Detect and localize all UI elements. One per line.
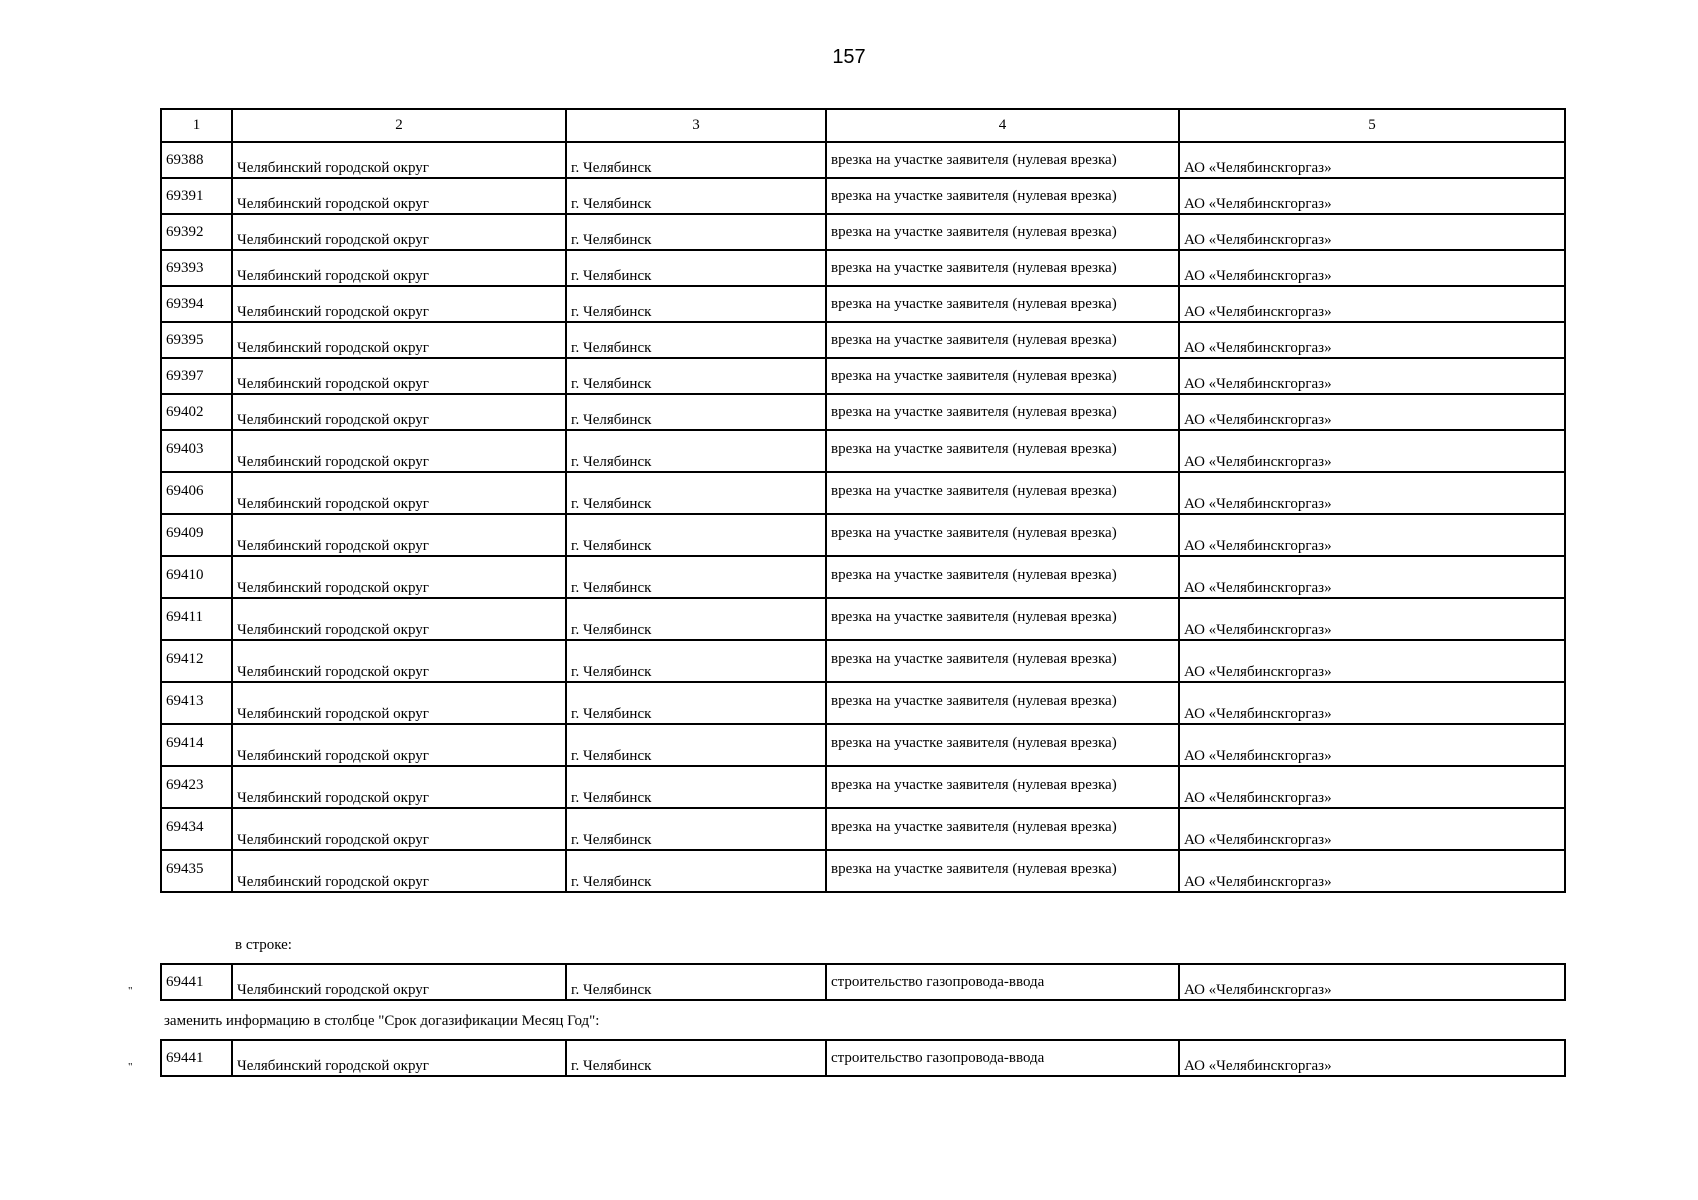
cell-district: Челябинский городской округ (232, 682, 566, 724)
table-row (161, 598, 1565, 640)
cell-locality: г. Челябинск (566, 682, 826, 724)
cell-district: Челябинский городской округ (232, 286, 566, 322)
cell-organization: АО «Челябинскгоргаз» (1179, 1040, 1565, 1076)
cell-id: 69441 (161, 964, 232, 1000)
cell-locality: г. Челябинск (566, 724, 826, 766)
cell-id: 69393 (161, 250, 232, 286)
cell-locality: г. Челябинск (566, 964, 826, 1000)
cell-organization: АО «Челябинскгоргаз» (1179, 250, 1565, 286)
cell-work-type: врезка на участке заявителя (нулевая врезка) (826, 514, 1179, 556)
cell-locality: г. Челябинск (566, 322, 826, 358)
note-replace: заменить информацию в столбце "Срок догазификации Месяц Год": (164, 1013, 600, 1029)
cell-work-type: врезка на участке заявителя (нулевая врезка) (826, 286, 1179, 322)
row-table-original (160, 963, 1566, 1001)
cell-organization: АО «Челябинскгоргаз» (1179, 640, 1565, 682)
cell-organization: АО «Челябинскгоргаз» (1179, 766, 1565, 808)
cell-locality: г. Челябинск (566, 286, 826, 322)
table-row (161, 556, 1565, 598)
cell-locality: г. Челябинск (566, 1040, 826, 1076)
cell-id: 69394 (161, 286, 232, 322)
cell-organization: АО «Челябинскгоргаз» (1179, 472, 1565, 514)
cell-district: Челябинский городской округ (232, 514, 566, 556)
table-row (161, 322, 1565, 358)
cell-organization: АО «Челябинскгоргаз» (1179, 178, 1565, 214)
table-row (161, 766, 1565, 808)
table-row (161, 808, 1565, 850)
cell-district: Челябинский городской округ (232, 178, 566, 214)
cell-work-type: врезка на участке заявителя (нулевая врезка) (826, 850, 1179, 892)
cell-work-type: врезка на участке заявителя (нулевая врезка) (826, 142, 1179, 178)
cell-id: 69392 (161, 214, 232, 250)
page-number: 157 (832, 46, 866, 68)
cell-organization: АО «Челябинскгоргаз» (1179, 394, 1565, 430)
cell-organization: АО «Челябинскгоргаз» (1179, 430, 1565, 472)
cell-locality: г. Челябинск (566, 514, 826, 556)
cell-work-type: врезка на участке заявителя (нулевая врезка) (826, 430, 1179, 472)
cell-locality: г. Челябинск (566, 766, 826, 808)
cell-organization: АО «Челябинскгоргаз» (1179, 358, 1565, 394)
cell-locality: г. Челябинск (566, 556, 826, 598)
cell-district: Челябинский городской округ (232, 322, 566, 358)
cell-id: 69414 (161, 724, 232, 766)
cell-organization: АО «Челябинскгоргаз» (1179, 286, 1565, 322)
cell-organization: АО «Челябинскгоргаз» (1179, 322, 1565, 358)
cell-locality: г. Челябинск (566, 808, 826, 850)
table-row (161, 472, 1565, 514)
table-row (161, 724, 1565, 766)
cell-work-type: врезка на участке заявителя (нулевая врезка) (826, 598, 1179, 640)
column-header: 2 (232, 109, 566, 142)
table-row (161, 964, 1565, 1000)
cell-organization: АО «Челябинскгоргаз» (1179, 214, 1565, 250)
cell-district: Челябинский городской округ (232, 556, 566, 598)
cell-district: Челябинский городской округ (232, 766, 566, 808)
cell-id: 69434 (161, 808, 232, 850)
cell-work-type: врезка на участке заявителя (нулевая врезка) (826, 808, 1179, 850)
cell-work-type: строительство газопровода-ввода (826, 964, 1179, 1000)
cell-locality: г. Челябинск (566, 214, 826, 250)
cell-locality: г. Челябинск (566, 178, 826, 214)
column-header: 1 (161, 109, 232, 142)
table-row (161, 214, 1565, 250)
cell-locality: г. Челябинск (566, 142, 826, 178)
table-row (161, 178, 1565, 214)
cell-locality: г. Челябинск (566, 598, 826, 640)
table-row (161, 142, 1565, 178)
cell-work-type: врезка на участке заявителя (нулевая врезка) (826, 322, 1179, 358)
cell-id: 69403 (161, 430, 232, 472)
table-row (161, 430, 1565, 472)
cell-district: Челябинский городской округ (232, 808, 566, 850)
cell-id: 69412 (161, 640, 232, 682)
cell-id: 69395 (161, 322, 232, 358)
cell-work-type: врезка на участке заявителя (нулевая врезка) (826, 178, 1179, 214)
header-row (161, 109, 1565, 142)
table-row (161, 682, 1565, 724)
cell-district: Челябинский городской округ (232, 472, 566, 514)
cell-work-type: врезка на участке заявителя (нулевая врезка) (826, 682, 1179, 724)
column-header: 3 (566, 109, 826, 142)
cell-locality: г. Челябинск (566, 394, 826, 430)
table-row (161, 250, 1565, 286)
cell-district: Челябинский городской округ (232, 640, 566, 682)
column-header: 4 (826, 109, 1179, 142)
table-row (161, 514, 1565, 556)
table-row (161, 1040, 1565, 1076)
cell-work-type: врезка на участке заявителя (нулевая врезка) (826, 472, 1179, 514)
main-table (160, 108, 1566, 893)
cell-id: 69388 (161, 142, 232, 178)
cell-district: Челябинский городской округ (232, 394, 566, 430)
cell-locality: г. Челябинск (566, 358, 826, 394)
quote-mark: " (128, 985, 133, 997)
cell-id: 69397 (161, 358, 232, 394)
cell-id: 69441 (161, 1040, 232, 1076)
cell-id: 69413 (161, 682, 232, 724)
cell-district: Челябинский городской округ (232, 358, 566, 394)
cell-locality: г. Челябинск (566, 640, 826, 682)
cell-locality: г. Челябинск (566, 250, 826, 286)
cell-district: Челябинский городской округ (232, 430, 566, 472)
table-row (161, 850, 1565, 892)
cell-organization: АО «Челябинскгоргаз» (1179, 682, 1565, 724)
cell-id: 69391 (161, 178, 232, 214)
cell-organization: АО «Челябинскгоргаз» (1179, 964, 1565, 1000)
cell-district: Челябинский городской округ (232, 724, 566, 766)
cell-locality: г. Челябинск (566, 430, 826, 472)
cell-work-type: врезка на участке заявителя (нулевая врезка) (826, 358, 1179, 394)
table-row (161, 286, 1565, 322)
cell-id: 69411 (161, 598, 232, 640)
cell-id: 69435 (161, 850, 232, 892)
column-header: 5 (1179, 109, 1565, 142)
cell-organization: АО «Челябинскгоргаз» (1179, 850, 1565, 892)
quote-mark: " (128, 1061, 133, 1073)
cell-district: Челябинский городской округ (232, 598, 566, 640)
cell-id: 69406 (161, 472, 232, 514)
cell-organization: АО «Челябинскгоргаз» (1179, 598, 1565, 640)
table-row (161, 394, 1565, 430)
cell-work-type: врезка на участке заявителя (нулевая врезка) (826, 766, 1179, 808)
cell-id: 69423 (161, 766, 232, 808)
cell-work-type: врезка на участке заявителя (нулевая врезка) (826, 214, 1179, 250)
cell-district: Челябинский городской округ (232, 214, 566, 250)
cell-work-type: врезка на участке заявителя (нулевая врезка) (826, 250, 1179, 286)
table-row (161, 640, 1565, 682)
cell-district: Челябинский городской округ (232, 850, 566, 892)
cell-work-type: врезка на участке заявителя (нулевая врезка) (826, 724, 1179, 766)
table-row (161, 358, 1565, 394)
cell-organization: АО «Челябинскгоргаз» (1179, 724, 1565, 766)
cell-work-type: врезка на участке заявителя (нулевая врезка) (826, 640, 1179, 682)
cell-locality: г. Челябинск (566, 472, 826, 514)
cell-district: Челябинский городской округ (232, 964, 566, 1000)
cell-work-type: врезка на участке заявителя (нулевая врезка) (826, 556, 1179, 598)
cell-organization: АО «Челябинскгоргаз» (1179, 808, 1565, 850)
cell-district: Челябинский городской округ (232, 250, 566, 286)
cell-organization: АО «Челябинскгоргаз» (1179, 142, 1565, 178)
cell-work-type: строительство газопровода-ввода (826, 1040, 1179, 1076)
note-in-row: в строке: (235, 937, 292, 953)
cell-work-type: врезка на участке заявителя (нулевая врезка) (826, 394, 1179, 430)
cell-organization: АО «Челябинскгоргаз» (1179, 556, 1565, 598)
cell-id: 69410 (161, 556, 232, 598)
cell-district: Челябинский городской округ (232, 142, 566, 178)
row-table-replacement (160, 1039, 1566, 1077)
cell-organization: АО «Челябинскгоргаз» (1179, 514, 1565, 556)
cell-district: Челябинский городской округ (232, 1040, 566, 1076)
cell-locality: г. Челябинск (566, 850, 826, 892)
cell-id: 69409 (161, 514, 232, 556)
cell-id: 69402 (161, 394, 232, 430)
